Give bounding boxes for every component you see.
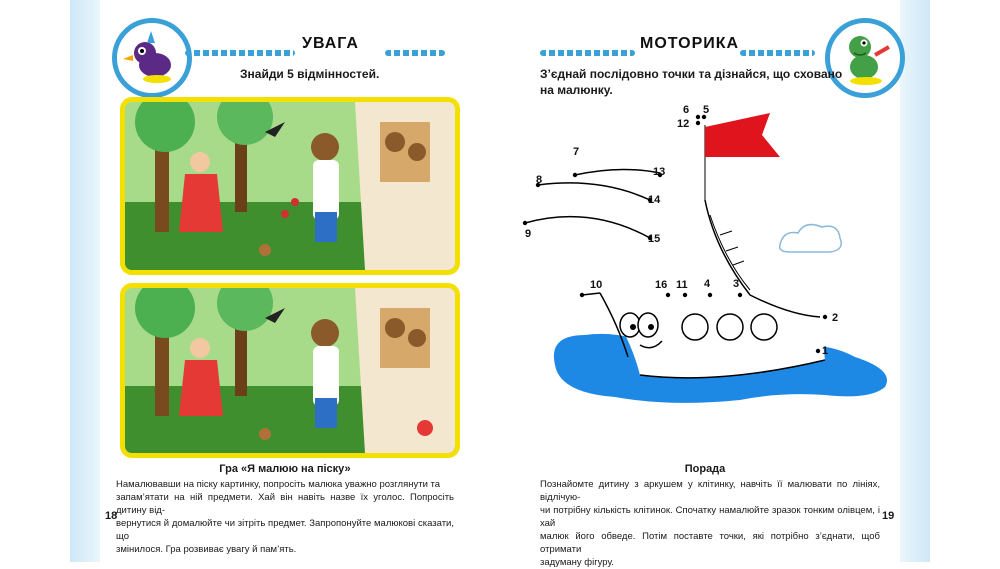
dot-label: 3 <box>733 278 740 290</box>
page-title: МОТОРИКА <box>640 35 740 52</box>
fairy-tale-illustration <box>125 102 455 270</box>
dot-label: 1 <box>822 345 829 357</box>
dot-label: 11 <box>676 279 688 291</box>
title-wave-left <box>185 50 295 56</box>
dot-label: 5 <box>703 104 710 116</box>
text-line: малюк його обведе. Потім поставте точки, які потрібно з’єднати, щоб отримати <box>540 531 880 555</box>
dot-to-dot-boat <box>500 95 930 425</box>
instruction-line: З’єднай послідовно точки та дізнайся, що сховано <box>540 67 843 81</box>
dot-label: 13 <box>653 166 666 178</box>
game-description <box>116 478 454 556</box>
text-line: задуману фігуру. <box>540 557 614 568</box>
left-page <box>70 0 500 562</box>
fairy-tale-illustration-copy <box>125 288 455 453</box>
sail-inner <box>710 215 750 290</box>
porthole <box>682 314 708 340</box>
text-line: чи потрібну кількість клітинок. Спочатку намалюйте зразок тонким олівцем, і хай <box>540 505 880 529</box>
title-wave-right <box>385 50 445 56</box>
porthole <box>751 314 777 340</box>
dot-label: 15 <box>648 233 661 245</box>
instruction-line: на малюнку. <box>540 83 613 97</box>
boat-eye-left <box>620 313 640 337</box>
difference-picture-top <box>120 97 460 275</box>
page-title: УВАГА <box>302 35 359 52</box>
text-line: вернутися й домалюйте чи зітріть предмет. Запропонуйте малюкові сказати, що <box>116 518 454 542</box>
bird-emblem <box>112 18 192 98</box>
boat-eye-right <box>638 313 658 337</box>
text-line: Намалювавши на піску картинку, попросіть малюка уважно розглянути та <box>116 479 441 490</box>
game-title: Гра «Я малюю на піску» <box>219 463 351 475</box>
dot-label: 12 <box>677 118 690 130</box>
dot-label: 14 <box>648 194 661 206</box>
dot-label: 10 <box>590 279 603 291</box>
dot-label: 16 <box>655 279 668 291</box>
dot-label: 2 <box>832 312 839 324</box>
task-instruction <box>540 66 842 98</box>
tip-title: Порада <box>684 463 726 475</box>
text-line: Познайомте дитину з аркушем у клітинку, навчіть її малювати по лініях, відлічую- <box>540 479 880 503</box>
right-page <box>500 0 930 568</box>
tip-description <box>540 478 880 569</box>
title-wave-right <box>740 50 815 56</box>
title-wave-left <box>540 50 635 56</box>
dot-label: 4 <box>704 278 711 290</box>
difference-picture-bottom <box>120 283 460 458</box>
task-instruction: Знайди 5 відмінностей. <box>240 67 380 81</box>
dot-label: 8 <box>536 174 543 186</box>
text-line: запам’ятати на ній предмети. Хай він навіть назве їх уголос. Попросіть дитину від- <box>116 492 454 516</box>
dot-label: 6 <box>683 104 690 116</box>
dot-label: 9 <box>525 228 532 240</box>
porthole <box>717 314 743 340</box>
cloud-outline <box>780 225 842 252</box>
dot-label: 7 <box>573 146 580 158</box>
bird-icon <box>117 23 187 93</box>
page-number: 19 <box>882 510 895 522</box>
text-line: змінилося. Гра розвиває увагу й пам’ять. <box>116 544 297 555</box>
page-number: 18 <box>105 510 118 522</box>
red-flag <box>705 113 780 157</box>
